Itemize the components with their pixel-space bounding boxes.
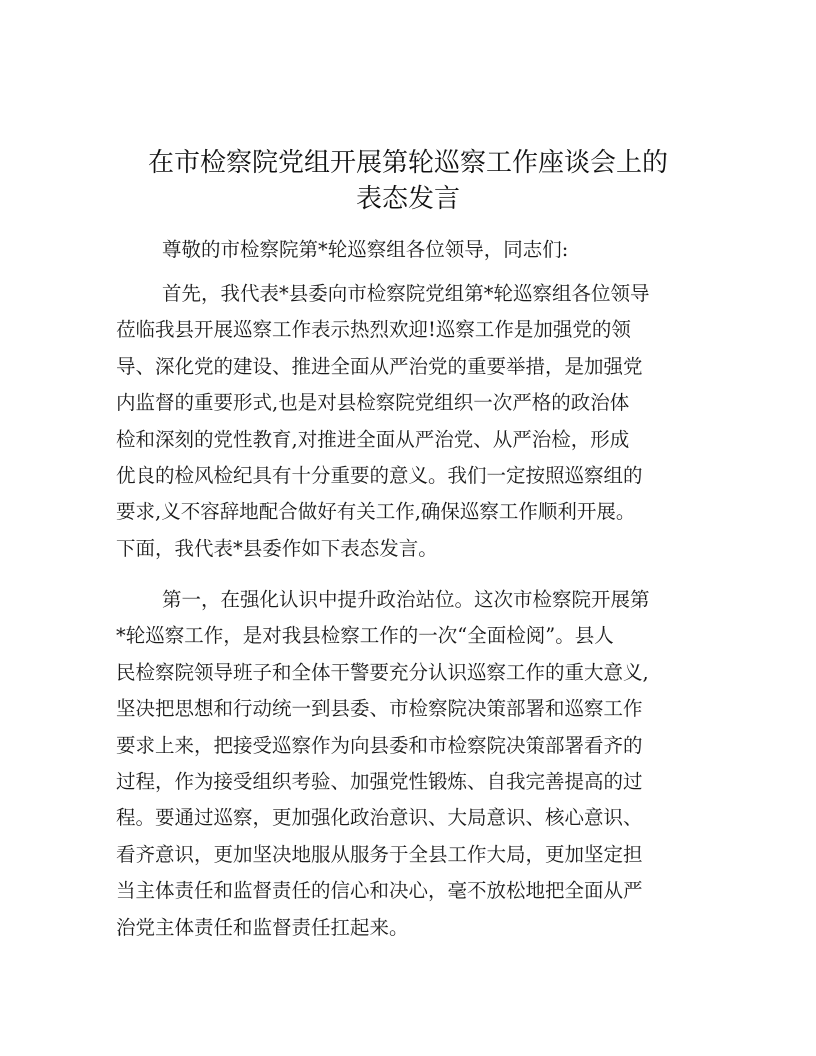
paragraph-1-line: 莅临我县开展巡察工作表示热烈欢迎!巡察工作是加强党的领	[116, 318, 631, 342]
paragraph-2-line: *轮巡察工作，是对我县检察工作的一次“全面检阅”。县人	[116, 624, 614, 648]
paragraph-2-line: 民检察院领导班子和全体干警要充分认识巡察工作的重大意义,	[116, 660, 649, 684]
paragraph-1-line: 导、深化党的建设、推进全面从严治党的重要举措，是加强党	[116, 354, 643, 378]
document-title-line-2: 表态发言	[355, 184, 460, 214]
paragraph-1-line: 检和深刻的党性教育,对推进全面从严治党、从严治检，形成	[116, 427, 630, 451]
paragraph-1	[116, 276, 708, 567]
paragraph-2	[116, 582, 708, 946]
salutation	[116, 232, 708, 268]
paragraph-2-line: 当主体责任和监督责任的信心和决心，毫不放松地把全面从严	[116, 879, 643, 903]
paragraph-2-line: 治党主体责任和监督责任扛起来。	[116, 915, 409, 939]
paragraph-2-line: 看齐意识，更加坚决地服从服务于全县工作大局，更加坚定担	[116, 842, 643, 866]
paragraph-1-line: 内监督的重要形式,也是对县检察院党组织一次严格的政治体	[116, 391, 630, 415]
salutation-text: 尊敬的市检察院第*轮巡察组各位领导，同志们:	[162, 238, 569, 261]
paragraph-1-line: 首先，我代表*县委向市检察院党组第*轮巡察组各位领导	[162, 282, 650, 305]
paragraph-2-line: 坚决把思想和行动统一到县委、市检察院决策部署和巡察工作	[116, 697, 643, 721]
paragraph-1-line: 要求,义不容辞地配合做好有关工作,确保巡察工作顺利开展。	[116, 500, 636, 524]
paragraph-1-line: 优良的检风检纪具有十分重要的意义。我们一定按照巡察组的	[116, 463, 643, 487]
paragraph-1-line: 下面，我代表*县委作如下表态发言。	[116, 536, 438, 560]
document-title-line-1: 在市检察院党组开展第轮巡察工作座谈会上的	[147, 148, 668, 178]
paragraph-2-line: 要求上来，把接受巡察作为向县委和市检察院决策部署看齐的	[116, 733, 643, 757]
paragraph-2-line: 过程，作为接受组织考验、加强党性锻炼、自我完善提高的过	[116, 769, 643, 793]
paragraph-2-line: 第一，在强化认识中提升政治站位。这次市检察院开展第	[162, 588, 650, 611]
paragraph-2-line: 程。要通过巡察，更加强化政治意识、大局意识、核心意识、	[116, 806, 643, 830]
